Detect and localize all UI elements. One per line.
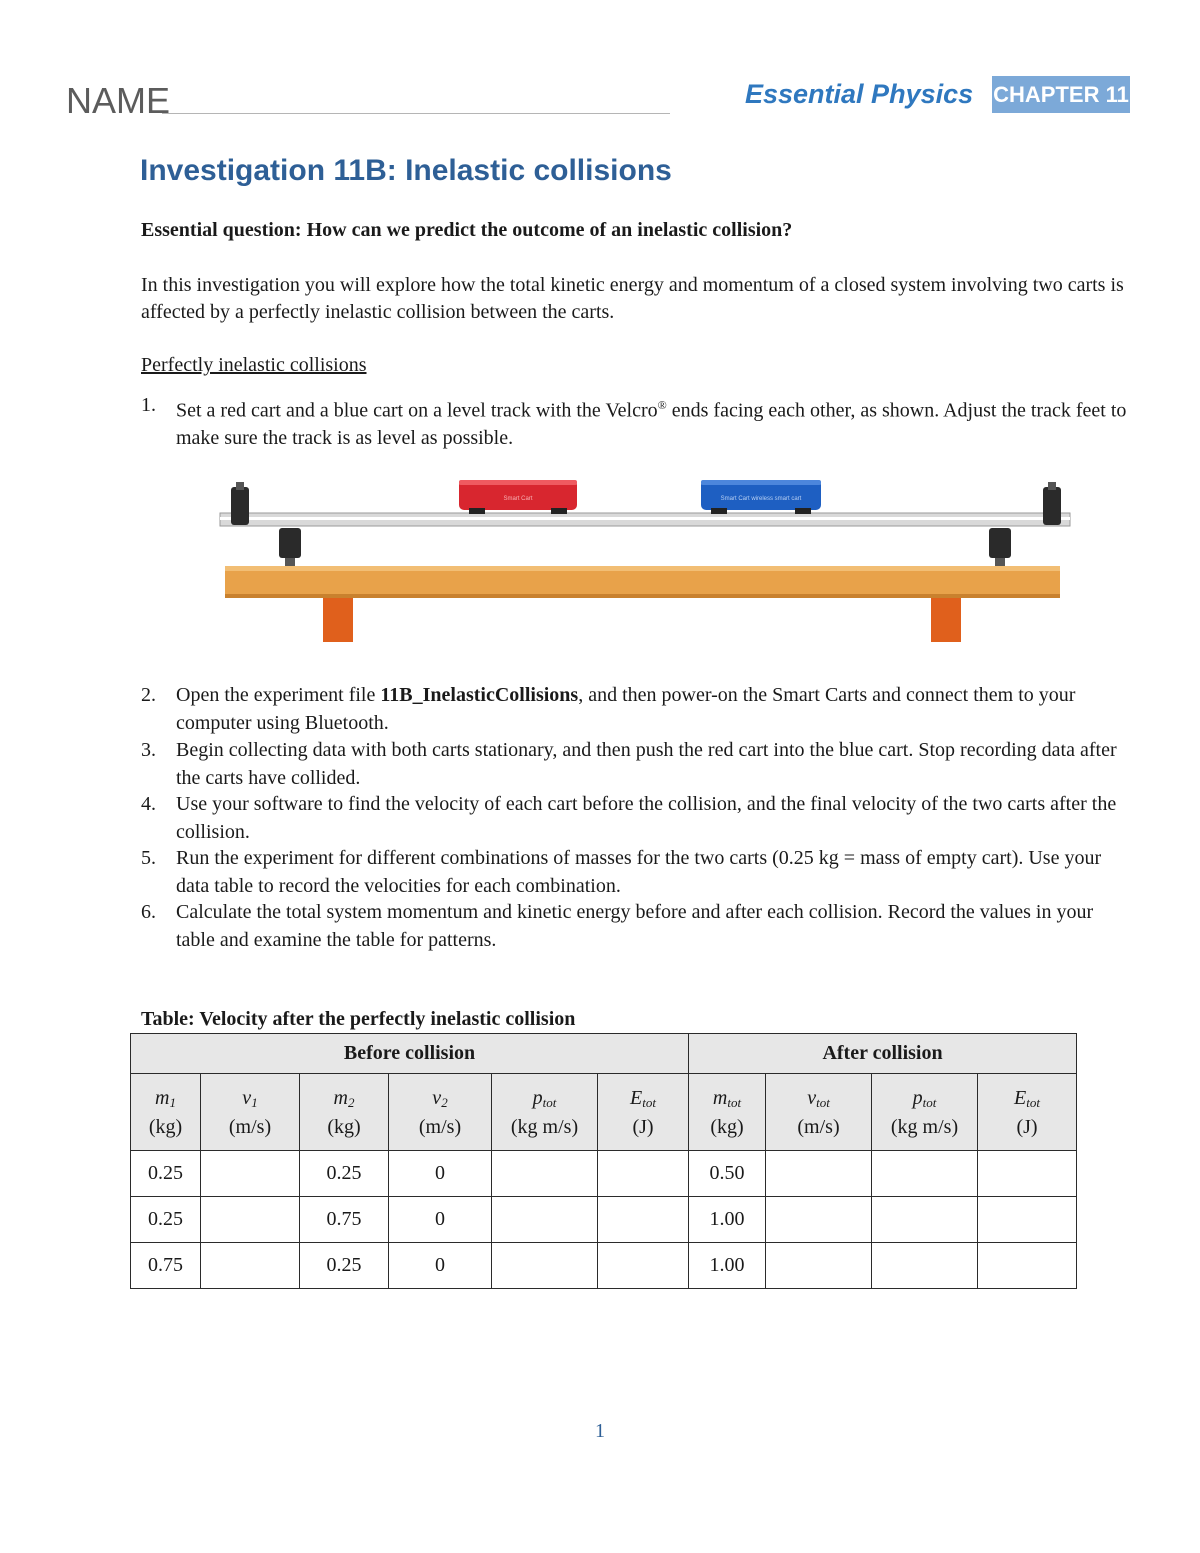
intro-paragraph: In this investigation you will explore how the total kinetic energy and momentum of a closed system involving two carts is affected by a perfectly inelastic collision between the carts. [141, 274, 1124, 323]
table-leg-right [931, 598, 961, 642]
end-stop-left [231, 487, 249, 525]
col-header-etot-before: $E_{tot}$ (J) [598, 1074, 689, 1151]
cell-input[interactable] [872, 1197, 978, 1243]
cell-input[interactable] [766, 1151, 872, 1197]
cell: 0.25 [300, 1243, 389, 1289]
cell-input[interactable] [978, 1197, 1077, 1243]
brand-logo: Essential Physics [745, 79, 974, 109]
step-1 [141, 392, 1131, 453]
table-row [131, 1197, 1077, 1243]
group-before: Before collision [131, 1034, 689, 1074]
step-text: Open the experiment file 11B_InelasticCollisions, and then power-on the Smart Carts and connect them to your computer using Bluetooth. [176, 684, 1076, 734]
step-6 [141, 899, 1131, 954]
track-figure [215, 470, 1075, 660]
step-text: Use your software to find the velocity of each cart before the collision, and the final velocity of the two carts after the collision. [176, 793, 1117, 843]
step-number: 1. [141, 394, 156, 416]
cell: 0.75 [131, 1243, 201, 1289]
cell: 0.25 [131, 1151, 201, 1197]
cell-input[interactable] [978, 1151, 1077, 1197]
red-cart [459, 480, 577, 514]
cell: 0.25 [300, 1151, 389, 1197]
section-heading: Perfectly inelastic collisions [141, 354, 367, 376]
col-header-etot-after: $E_{tot}$ (J) [978, 1074, 1077, 1151]
col-header-mtot: $m_{tot}$ (kg) [689, 1074, 766, 1151]
cell-input[interactable] [978, 1243, 1077, 1289]
col-header-m2: $m_2$ (kg) [300, 1074, 389, 1151]
group-after: After collision [689, 1034, 1077, 1074]
cell-input[interactable] [598, 1197, 689, 1243]
step-number: 3. [141, 739, 156, 761]
col-header-ptot-before: $p_{tot}$ (kg m/s) [492, 1074, 598, 1151]
cell-input[interactable] [766, 1197, 872, 1243]
step-2 [141, 682, 1131, 737]
table-row [131, 1151, 1077, 1197]
cell: 0.75 [300, 1197, 389, 1243]
cell: 0 [389, 1151, 492, 1197]
cell: 1.00 [689, 1197, 766, 1243]
cell-input[interactable] [766, 1243, 872, 1289]
experiment-file-name: 11B_InelasticCollisions [380, 684, 579, 706]
table-caption: Table: Velocity after the perfectly inelastic collision [141, 1008, 576, 1030]
red-cart-label: Smart Cart [503, 496, 533, 502]
step-4 [141, 791, 1131, 846]
cell: 0.50 [689, 1151, 766, 1197]
data-table [130, 1033, 1077, 1289]
page-number: 1 [595, 1420, 605, 1442]
table-row [131, 1243, 1077, 1289]
step-text: Set a red cart and a blue cart on a level track with the Velcro® ends facing each other, as shown. Adjust the track feet to make sure the track is as level as possible. [176, 398, 1127, 450]
step-number: 4. [141, 793, 156, 815]
cell-input[interactable] [492, 1197, 598, 1243]
cell-input[interactable] [598, 1151, 689, 1197]
col-header-v1: $v_1$ (m/s) [201, 1074, 300, 1151]
step-text: Run the experiment for different combinations of masses for the two carts (0.25 kg = mass of empty cart). Use your data table to record the velocities for each combination. [176, 847, 1102, 897]
name-line[interactable] [162, 113, 670, 114]
chapter-badge: CHAPTER 11 [992, 76, 1130, 113]
step-text: Calculate the total system momentum and kinetic energy before and after each collision. Record the values in your table and examine the table for patterns. [176, 901, 1094, 951]
cell-input[interactable] [201, 1243, 300, 1289]
step-text: Begin collecting data with both carts stationary, and then push the red cart into the blue cart. Stop recording data after the carts have collided. [176, 739, 1117, 789]
cell: 0 [389, 1197, 492, 1243]
step-number: 5. [141, 847, 156, 869]
track-foot-right [989, 528, 1011, 558]
cell-input[interactable] [492, 1151, 598, 1197]
col-header-m1: $m_1$ (kg) [131, 1074, 201, 1151]
blue-cart [701, 480, 821, 514]
cell: 0 [389, 1243, 492, 1289]
col-header-vtot: $v_{tot}$ (m/s) [766, 1074, 872, 1151]
step-5 [141, 845, 1131, 900]
step-number: 6. [141, 901, 156, 923]
track-foot-left [279, 528, 301, 558]
end-stop-right [1043, 487, 1061, 525]
step-3 [141, 737, 1131, 792]
cell-input[interactable] [598, 1243, 689, 1289]
essential-question: Essential question: How can we predict the outcome of an inelastic collision? [141, 219, 793, 241]
step-number: 2. [141, 684, 156, 706]
page-title: Investigation 11B: Inelastic collisions [140, 154, 672, 187]
cell-input[interactable] [492, 1243, 598, 1289]
cell-input[interactable] [872, 1151, 978, 1197]
cell: 1.00 [689, 1243, 766, 1289]
name-label: NAME [66, 80, 171, 121]
cell-input[interactable] [201, 1151, 300, 1197]
cell-input[interactable] [872, 1243, 978, 1289]
cell: 0.25 [131, 1197, 201, 1243]
col-header-ptot-after: $p_{tot}$ (kg m/s) [872, 1074, 978, 1151]
cell-input[interactable] [201, 1197, 300, 1243]
table-leg-left [323, 598, 353, 642]
col-header-v2: $v_2$ (m/s) [389, 1074, 492, 1151]
blue-cart-label: Smart Cart wireless smart cart [720, 496, 802, 502]
